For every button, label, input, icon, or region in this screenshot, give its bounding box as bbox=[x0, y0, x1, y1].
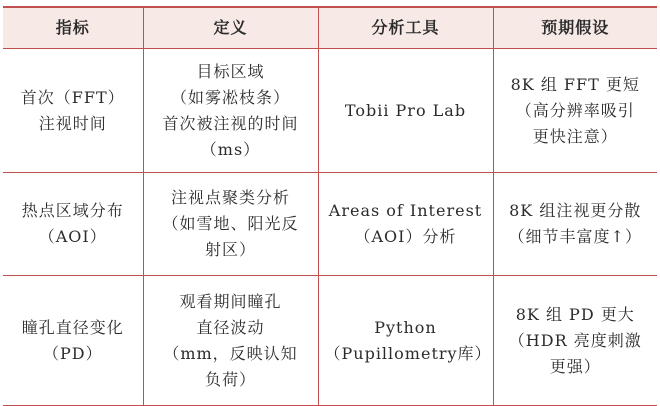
cell-definition bbox=[143, 173, 318, 276]
cell-line: 瞳孔直径变化 bbox=[21, 317, 124, 337]
cell-line: （mm，反映认知 bbox=[163, 343, 298, 363]
cell-line: Tobii Pro Lab bbox=[344, 100, 467, 120]
cell-metric bbox=[3, 276, 143, 406]
cell-line: 射区） bbox=[204, 240, 256, 259]
cell-line: （细节丰富度↑） bbox=[508, 227, 642, 246]
cell-line: （如雾凇枝条） bbox=[170, 87, 290, 107]
cell-line: 首次被注视的时间 bbox=[162, 113, 299, 133]
cell-line: 负荷） bbox=[204, 369, 256, 389]
table-row bbox=[3, 49, 657, 173]
cell-line: 首次（FFT） bbox=[20, 87, 125, 107]
metrics-table bbox=[3, 8, 657, 406]
cell-line: （Pupillometry库） bbox=[324, 343, 492, 363]
cell-line: （PD） bbox=[42, 343, 103, 363]
cell-hypothesis bbox=[493, 173, 657, 276]
cell-line: （AOI）分析 bbox=[354, 227, 457, 246]
cell-line: Python bbox=[374, 317, 437, 337]
header-hypothesis: 预期假设 bbox=[493, 8, 657, 49]
cell-line: 观看期间瞳孔 bbox=[179, 291, 282, 311]
cell-definition bbox=[143, 49, 318, 173]
cell-line: 直径波动 bbox=[196, 317, 265, 337]
cell-line: （如雪地、阳光反 bbox=[162, 214, 299, 233]
header-definition: 定义 bbox=[143, 8, 318, 49]
cell-line: （高分辨率吸引 bbox=[515, 100, 635, 120]
cell-line: （AOI） bbox=[38, 227, 107, 246]
header-tool: 分析工具 bbox=[318, 8, 493, 49]
cell-line: （ms） bbox=[200, 139, 261, 159]
table-row bbox=[3, 276, 657, 406]
cell-line: 注视时间 bbox=[38, 113, 107, 133]
cell-hypothesis bbox=[493, 276, 657, 406]
cell-line: 8K 组 PD 更大 bbox=[515, 304, 635, 324]
cell-tool bbox=[318, 173, 493, 276]
header-metric: 指标 bbox=[3, 8, 143, 49]
cell-definition bbox=[143, 276, 318, 406]
cell-metric bbox=[3, 173, 143, 276]
cell-hypothesis bbox=[493, 49, 657, 173]
cell-line: 8K 组 FFT 更短 bbox=[510, 74, 640, 94]
cell-line: 注视点聚类分析 bbox=[170, 188, 290, 207]
cell-tool bbox=[318, 49, 493, 173]
cell-metric bbox=[3, 49, 143, 173]
cell-line: （HDR 亮度刺激 bbox=[508, 330, 642, 350]
table-row bbox=[3, 173, 657, 276]
cell-line: 目标区域 bbox=[196, 61, 265, 81]
comparison-table-wrapper bbox=[3, 6, 657, 402]
cell-tool bbox=[318, 276, 493, 406]
cell-line: Areas of Interest bbox=[328, 201, 483, 220]
table-header-row bbox=[3, 8, 657, 49]
cell-line: 热点区域分布 bbox=[21, 201, 124, 220]
cell-line: 8K 组注视更分散 bbox=[509, 201, 642, 220]
cell-line: 更快注意） bbox=[532, 126, 618, 146]
cell-line: 更强） bbox=[549, 356, 601, 376]
